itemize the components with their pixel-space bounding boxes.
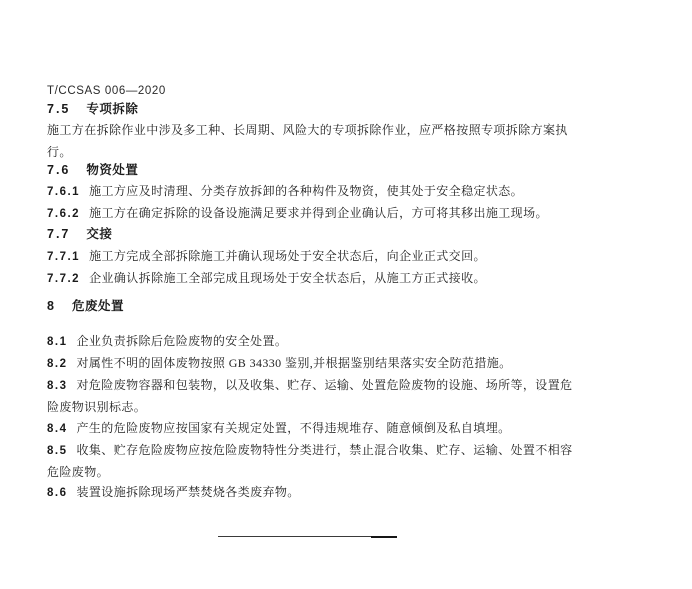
- clause-text: 企业负责拆除后危险废物的安全处置。: [76, 334, 288, 348]
- clause-number: 7.7.2: [47, 273, 81, 285]
- heading-number: 8: [47, 299, 56, 313]
- clause-8-3-continuation: 险废物识别标志。: [47, 400, 147, 414]
- clause-7-6-1: [47, 184, 523, 199]
- section-7-7-heading: [47, 227, 112, 241]
- clause-number: 7.7.1: [47, 251, 81, 263]
- clause-text: 施工方应及时清理、分类存放拆卸的各种构件及物资，使其处于安全稳定状态。: [89, 184, 524, 198]
- clause-8-5-continuation: 危险废物。: [47, 465, 110, 479]
- clause-number: 7.6.2: [47, 208, 81, 220]
- clause-number: 7.6.1: [47, 186, 81, 198]
- heading-title: 物资处置: [86, 163, 139, 177]
- clause-7-7-2: [47, 271, 486, 286]
- heading-title: 专项拆除: [86, 102, 139, 116]
- clause-text: 对危险废物容器和包装物，以及收集、贮存、运输、处置危险废物的设施、场所等，设置危: [76, 378, 573, 392]
- heading-number: 7.6: [47, 163, 71, 177]
- heading-number: 7.5: [47, 102, 71, 116]
- clause-text: 装置设施拆除现场严禁焚烧各类废弃物。: [76, 485, 300, 499]
- rule-dark-segment: [371, 536, 397, 538]
- end-of-document-rule: [218, 536, 397, 539]
- section-8-heading: [47, 299, 124, 313]
- clause-number: 8.1: [47, 336, 68, 348]
- clause-text: 施工方完成全部拆除施工并确认现场处于安全状态后，向企业正式交回。: [89, 249, 486, 263]
- clause-text: 产生的危险废物应按国家有关规定处置，不得违规堆存、随意倾倒及私自填埋。: [76, 421, 511, 435]
- paragraph-line: 行。: [47, 145, 72, 159]
- section-7-6-heading: [47, 163, 138, 177]
- clause-number: 8.5: [47, 445, 68, 457]
- heading-title: 交接: [86, 227, 113, 241]
- clause-7-6-2: [47, 206, 548, 221]
- clause-8-2: [47, 356, 512, 371]
- clause-number: 8.2: [47, 358, 68, 370]
- clause-8-6: [47, 485, 300, 500]
- clause-number: 8.3: [47, 380, 68, 392]
- heading-title: 危废处置: [71, 299, 124, 313]
- clause-8-5: [47, 443, 573, 458]
- clause-8-3: [47, 378, 573, 393]
- paragraph-line: 施工方在拆除作业中涉及多工种、长周期、风险大的专项拆除作业，应严格按照专项拆除方案执: [47, 123, 568, 137]
- clause-number: 8.6: [47, 487, 68, 499]
- section-7-5-heading: [47, 102, 138, 116]
- clause-8-1: [47, 334, 287, 349]
- clause-number: 8.4: [47, 423, 68, 435]
- clause-text: 施工方在确定拆除的设备设施满足要求并得到企业确认后，方可将其移出施工现场。: [89, 206, 548, 220]
- heading-number: 7.7: [47, 227, 71, 241]
- clause-8-4: [47, 421, 511, 436]
- clause-text: 收集、贮存危险废物应按危险废物特性分类进行，禁止混合收集、贮存、运输、处置不相容: [76, 443, 573, 457]
- doc-code: T/CCSAS 006—2020: [47, 85, 166, 97]
- clause-text: 对属性不明的固体废物按照 GB 34330 鉴别,并根据鉴别结果落实安全防范措施。: [76, 356, 512, 370]
- clause-text: 企业确认拆除施工全部完成且现场处于安全状态后，从施工方正式接收。: [89, 271, 486, 285]
- clause-7-7-1: [47, 249, 486, 264]
